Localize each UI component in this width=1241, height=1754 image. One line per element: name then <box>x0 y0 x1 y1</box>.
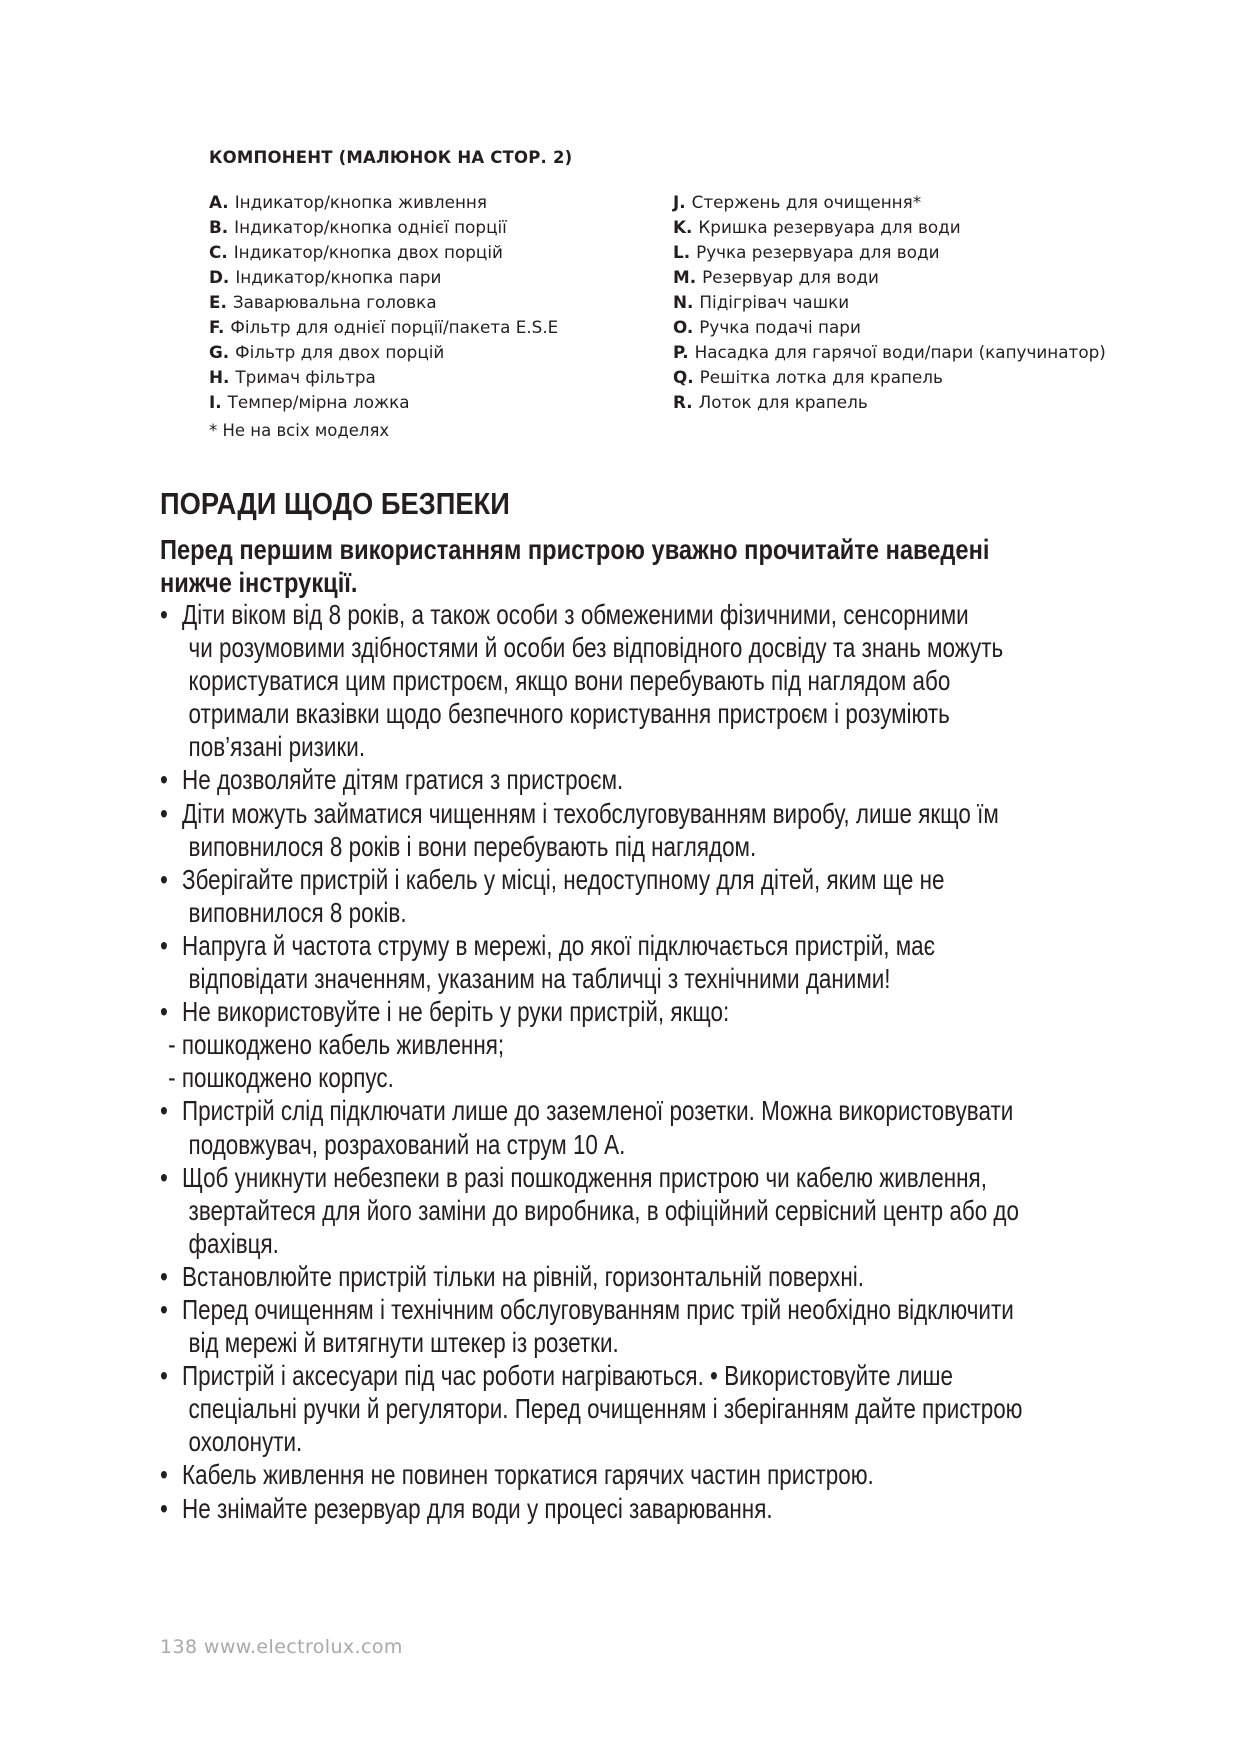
tip-text-line: Встановлюйте пристрій тільки на рівній, горизонтальній поверхні. <box>182 1260 864 1292</box>
component-label: Фільтр для однієї порції/пакета E.S.E <box>230 317 559 337</box>
component-item <box>209 340 558 365</box>
bullet-icon: • <box>160 1161 168 1193</box>
tip-text-line: охолонути. <box>188 1426 303 1458</box>
tip-text-line: фахівця. <box>188 1227 279 1259</box>
safety-tip <box>160 598 1082 763</box>
tip-text-line: звертайтеся для його заміни до виробника, в офіційний сервісний центр або до <box>188 1194 1019 1226</box>
page-number: 138 <box>160 1636 198 1658</box>
bullet-icon: • <box>160 764 168 796</box>
component-item <box>673 190 1106 215</box>
component-item <box>209 265 558 290</box>
safety-title: ПОРАДИ ЩОДО БЕЗПЕКИ <box>160 486 510 521</box>
component-label: Темпер/мірна ложка <box>227 392 410 412</box>
component-letter: H. <box>209 367 230 387</box>
components-footnote: * Не на всіх моделях <box>209 421 390 440</box>
safety-subtip <box>160 1061 1082 1094</box>
component-letter: L. <box>673 242 691 262</box>
component-label: Фільтр для двох порцій <box>235 342 445 362</box>
safety-tip <box>160 1161 1082 1260</box>
components-title: КОМПОНЕНТ (МАЛЮНОК НА СТОР. 2) <box>209 148 573 167</box>
bullet-icon: • <box>160 599 168 630</box>
component-item <box>209 315 558 340</box>
component-letter: M. <box>673 267 697 287</box>
component-label: Лоток для крапель <box>698 392 868 412</box>
component-label: Насадка для гарячої води/пари (капучинатор) <box>694 342 1106 362</box>
components-list-left <box>209 190 558 415</box>
component-item <box>209 390 558 415</box>
component-item <box>673 390 1106 415</box>
component-letter: J. <box>673 192 686 212</box>
tip-text-line: отримали вказівки щодо безпечного користування пристроєм і розуміють <box>188 698 950 730</box>
component-label: Заварювальна головка <box>232 292 437 312</box>
safety-tip <box>160 763 1082 796</box>
bullet-icon: • <box>160 1293 168 1325</box>
tip-text-line: спеціальні ручки й регулятори. Перед очищенням і зберіганням дайте пристрою <box>188 1393 1023 1425</box>
tip-text-line: пов’язані ризики. <box>188 731 366 763</box>
component-item <box>673 315 1106 340</box>
safety-tip <box>160 1260 1082 1293</box>
tip-text-line: Напруга й частота струму в мережі, до якої підключається пристрій, має <box>182 929 936 961</box>
component-item <box>209 240 558 265</box>
component-letter: D. <box>209 267 230 287</box>
tip-text-line: Не знімайте резервуар для води у процесі заварювання. <box>182 1492 773 1524</box>
tip-text-line: від мережі й витягнути штекер із розетки. <box>188 1327 619 1359</box>
page-footer <box>160 1636 403 1658</box>
component-label: Кришка резервуара для води <box>698 217 961 237</box>
component-item <box>673 265 1106 290</box>
component-letter: N. <box>673 292 694 312</box>
bullet-icon: • <box>160 797 168 829</box>
tip-text-line: Діти віком від 8 років, а також особи з обмеженими фізичними, сенсорними <box>182 599 969 630</box>
component-label: Ручка подачі пари <box>699 317 861 337</box>
safety-tip <box>160 863 1082 929</box>
bullet-icon: • <box>160 1459 168 1491</box>
bullet-icon: • <box>160 929 168 961</box>
tip-text-line: - пошкоджено кабель живлення; <box>168 1029 505 1061</box>
tip-text-line: Діти можуть займатися чищенням і техобслуговуванням виробу, лише якщо їм <box>182 797 999 829</box>
safety-tip <box>160 1359 1082 1458</box>
safety-tip <box>160 929 1082 995</box>
component-label: Стержень для очищення* <box>691 192 922 212</box>
component-letter: P. <box>673 342 689 362</box>
component-letter: A. <box>209 192 229 212</box>
component-label: Індикатор/кнопка живлення <box>234 192 487 212</box>
safety-tip <box>160 1492 1082 1525</box>
component-letter: C. <box>209 242 228 262</box>
component-label: Підігрівач чашки <box>699 292 850 312</box>
website-link[interactable]: www.electrolux.com <box>203 1636 403 1658</box>
component-letter: E. <box>209 292 227 312</box>
component-label: Тримач фільтра <box>235 367 376 387</box>
component-item <box>209 215 558 240</box>
safety-intro: Перед першим використанням пристрою уважно прочитайте наведені нижче інструкції. <box>160 534 990 598</box>
component-letter: B. <box>209 217 229 237</box>
tip-text-line: Перед очищенням і технічним обслуговуванням прис трій необхідно відключити <box>182 1293 1014 1325</box>
tip-text-line: Пристрій слід підключати лише до заземленої розетки. Можна використовувати <box>182 1095 1014 1127</box>
safety-tip <box>160 995 1082 1028</box>
tip-text-line: виповнилося 8 років і вони перебувають під наглядом. <box>188 830 757 862</box>
tip-text-line: Кабель живлення не повинен торкатися гарячих частин пристрою. <box>182 1459 874 1491</box>
safety-tip <box>160 797 1082 863</box>
component-label: Решітка лотка для крапель <box>699 367 943 387</box>
component-item <box>673 340 1106 365</box>
component-letter: K. <box>673 217 693 237</box>
component-letter: R. <box>673 392 693 412</box>
tip-text-line: Щоб уникнути небезпеки в разі пошкодження пристрою чи кабелю живлення, <box>182 1161 987 1193</box>
component-item <box>209 290 558 315</box>
component-label: Індикатор/кнопка двох порцій <box>233 242 503 262</box>
components-list-right <box>673 190 1106 415</box>
bullet-icon: • <box>160 996 168 1028</box>
tip-text-line: Зберігайте пристрій і кабель у місці, недоступному для дітей, яким ще не <box>182 863 945 895</box>
component-label: Ручка резервуара для води <box>696 242 940 262</box>
component-item <box>673 215 1106 240</box>
bullet-icon: • <box>160 1260 168 1292</box>
bullet-icon: • <box>160 1492 168 1524</box>
component-label: Індикатор/кнопка однієї порції <box>234 217 507 237</box>
tip-text-line: подовжувач, розрахований на струм 10 А. <box>188 1128 626 1160</box>
component-letter: I. <box>209 392 222 412</box>
tip-text-line: відповідати значенням, указаним на табличці з технічними даними! <box>188 963 891 995</box>
safety-tip <box>160 1458 1082 1491</box>
tip-text-line: виповнилося 8 років. <box>188 896 407 928</box>
component-label: Резервуар для води <box>702 267 879 287</box>
component-item <box>673 290 1106 315</box>
component-letter: G. <box>209 342 230 362</box>
bullet-icon: • <box>160 863 168 895</box>
tip-text-line: користуватися цим пристроєм, якщо вони перебувають під наглядом або <box>188 665 951 697</box>
tip-text-line: чи розумовими здібностями й особи без відповідного досвіду та знань можуть <box>188 632 1004 664</box>
safety-tip <box>160 1293 1082 1359</box>
component-item <box>209 365 558 390</box>
tip-text-line: Пристрій і аксесуари під час роботи нагріваються. • Використовуйте лише <box>182 1360 953 1392</box>
component-letter: F. <box>209 317 225 337</box>
component-letter: O. <box>673 317 694 337</box>
tip-text-line: Не дозволяйте дітям гратися з пристроєм. <box>182 764 624 796</box>
component-letter: Q. <box>673 367 694 387</box>
safety-tips-list <box>160 598 1082 1525</box>
bullet-icon: • <box>160 1360 168 1392</box>
component-item <box>673 365 1106 390</box>
tip-text-line: - пошкоджено корпус. <box>168 1062 394 1094</box>
component-item <box>673 240 1106 265</box>
component-label: Індикатор/кнопка пари <box>235 267 442 287</box>
tip-text-line: Не використовуйте і не беріть у руки пристрій, якщо: <box>182 996 730 1028</box>
safety-subtip <box>160 1028 1082 1061</box>
component-item <box>209 190 558 215</box>
bullet-icon: • <box>160 1095 168 1127</box>
safety-tip <box>160 1094 1082 1160</box>
